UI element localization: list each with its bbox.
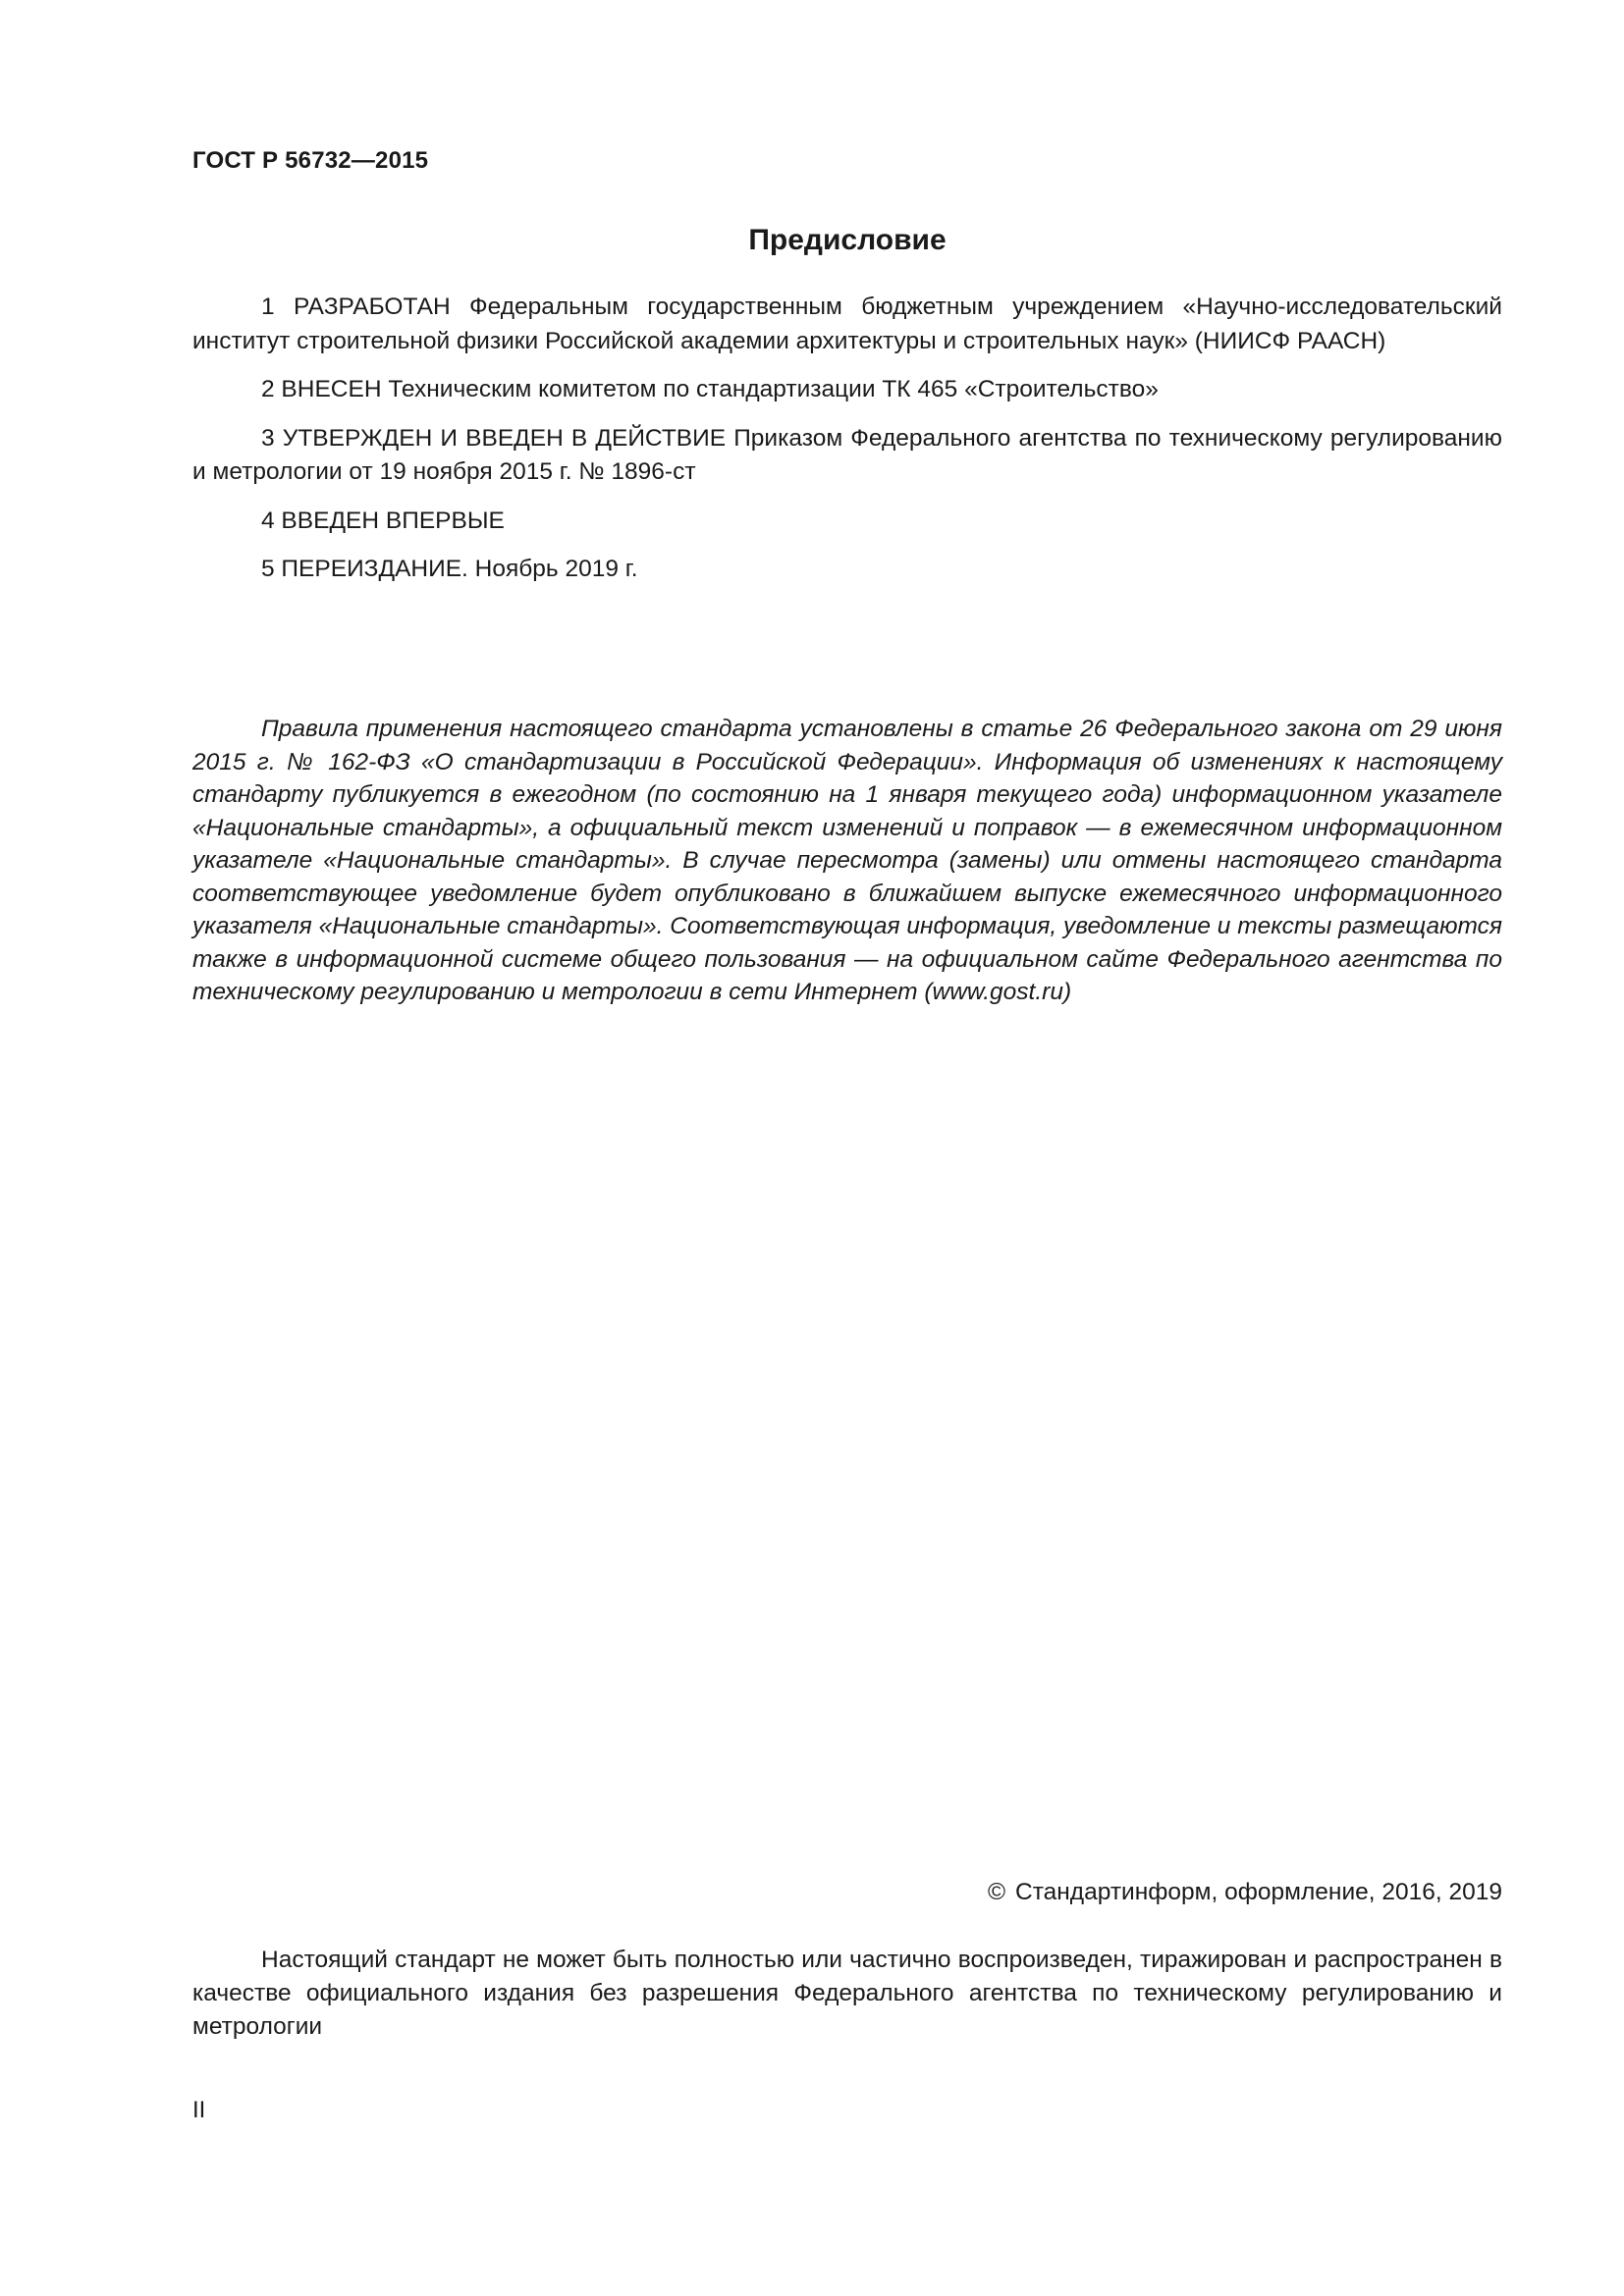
preface-item: 4 ВВЕДЕН ВПЕРВЫЕ <box>261 507 505 534</box>
preface-item: 5 ПЕРЕИЗДАНИЕ. Ноябрь 2019 г. <box>261 556 638 582</box>
copyright-line <box>988 1879 1502 1906</box>
preface-item: 2 ВНЕСЕН Техническим комитетом по стандартизации ТК 465 «Строительство» <box>261 376 1159 402</box>
preface-item: 1 РАЗРАБОТАН Федеральным государственным бюджетным учреждением «Научно-исследовательский институт строительной физики Российской академии архитектуры и строительных наук» (НИИСФ РААСН) <box>192 294 1502 354</box>
document-code: ГОСТ Р 56732—2015 <box>192 147 429 174</box>
rules-note-paragraph: Правила применения настоящего стандарта установлены в статье 26 Федерального закона от 29 июня 2015 г. № 162-ФЗ «О стандартизации в Российской Федерации». Информация об изменениях к настоящему стандарту публикуется в ежегодном (по состоянию на 1 января текущего года) информационном указателе «Национальные стандарты», а официальный текст изменений и поправок — в ежемесячном информационном указателе «Национальные стандарты». В случае пересмотра (замены) или отмены настоящего стандарта соответствующее уведомление будет опубликовано в ближайшем выпуске ежемесячного информационного указателя «Национальные стандарты». Соответствующая информация, уведомление и тексты размещаются также в информационной системе общего пользования — на официальном сайте Федерального агентства по техническому регулированию и метрологии в сети Интернет (www.gost.ru) <box>192 716 1502 1005</box>
reproduction-note-paragraph: Настоящий стандарт не может быть полностью или частично воспроизведен, тиражирован и распространен в качестве официального издания без разрешения Федерального агентства по техническому регулированию и метрологии <box>192 1947 1502 2040</box>
page-title: Предисловие <box>748 224 947 256</box>
preface-item: 3 УТВЕРЖДЕН И ВВЕДЕН В ДЕЙСТВИЕ Приказом Федерального агентства по техническому регулированию и метрологии от 19 ноября 2015 г. № 1896-ст <box>192 424 1502 485</box>
copyright-text: Стандартинформ, оформление, 2016, 2019 <box>1015 1879 1502 1905</box>
page-number: II <box>192 2097 206 2123</box>
preface-list <box>192 291 1502 602</box>
copyright-symbol: © <box>987 1879 1006 1905</box>
